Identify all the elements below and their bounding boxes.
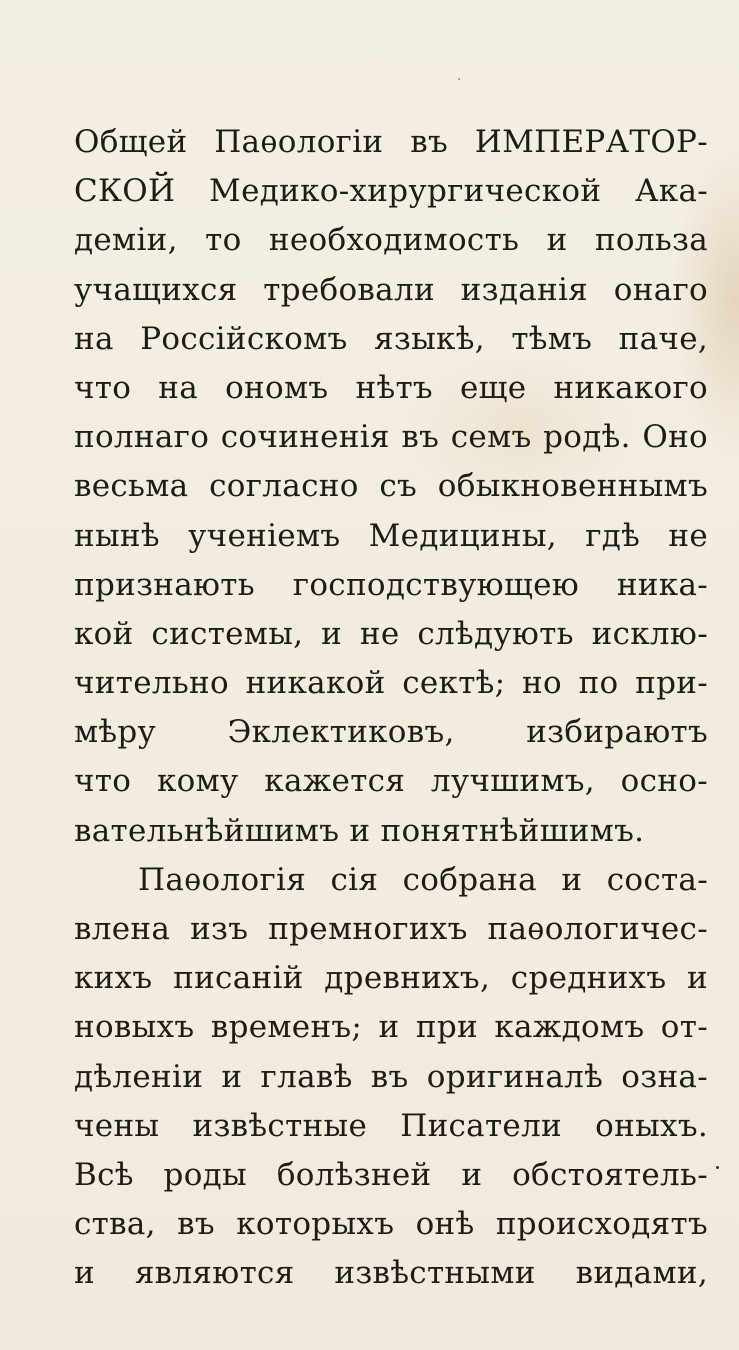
text-line: полнаго сочиненія въ семъ родѣ. Оно — [74, 419, 708, 456]
text-line: влена изъ премногихъ паѳологичес- — [74, 911, 708, 947]
text-line: кой системы, и не слѣдують исклю- — [74, 615, 708, 652]
text-line: признають господствующею ника- — [74, 566, 708, 603]
text-line: кихъ писаній древнихъ, среднихъ и — [74, 960, 708, 997]
text-line: СКОЙ Медико-хирургической Ака- — [74, 173, 708, 210]
text-line: и являются извѣстными видами, — [74, 1255, 708, 1292]
text-line: что на ономъ нѣтъ еще никакого — [74, 369, 708, 406]
text-line: Паѳологія сія собрана и соста- — [138, 861, 708, 898]
text-line: чены извѣстные Писатели оныхъ. — [74, 1107, 708, 1144]
text-line: Всѣ роды болѣзней и обстоятель- — [74, 1156, 708, 1193]
text-line: Общей Паѳологіи въ ИМПЕРАТОР- — [74, 124, 708, 160]
text-line: весьма согласно съ обыкновеннымъ — [74, 468, 708, 505]
text-line: нынѣ ученіемъ Медицины, гдѣ не — [74, 517, 708, 554]
text-line: дѣленіи и главѣ въ оригиналѣ озна- — [74, 1058, 708, 1095]
body-text — [74, 118, 708, 1299]
paper-speck — [458, 78, 460, 80]
text-line: вательнѣйшимъ и понятнѣйшимъ. — [74, 812, 645, 849]
text-line: что кому кажется лучшимъ, осно- — [74, 763, 708, 800]
text-line: чительно никакой сектѣ; но по при- — [74, 665, 708, 702]
text-line: ства, въ которыхъ онѣ происходятъ — [74, 1206, 708, 1243]
text-line: деміи, то необходимость и польза — [74, 222, 708, 259]
text-line: учащихся требовали изданія онаго — [74, 271, 708, 308]
text-line: новыхъ временъ; и при каждомъ от- — [74, 1009, 708, 1046]
paper-speck — [716, 1166, 719, 1169]
text-line: мѣру Эклектиковъ, избираютъ — [74, 714, 708, 751]
text-line: на Россійскомъ языкѣ, тѣмъ паче, — [74, 320, 708, 357]
